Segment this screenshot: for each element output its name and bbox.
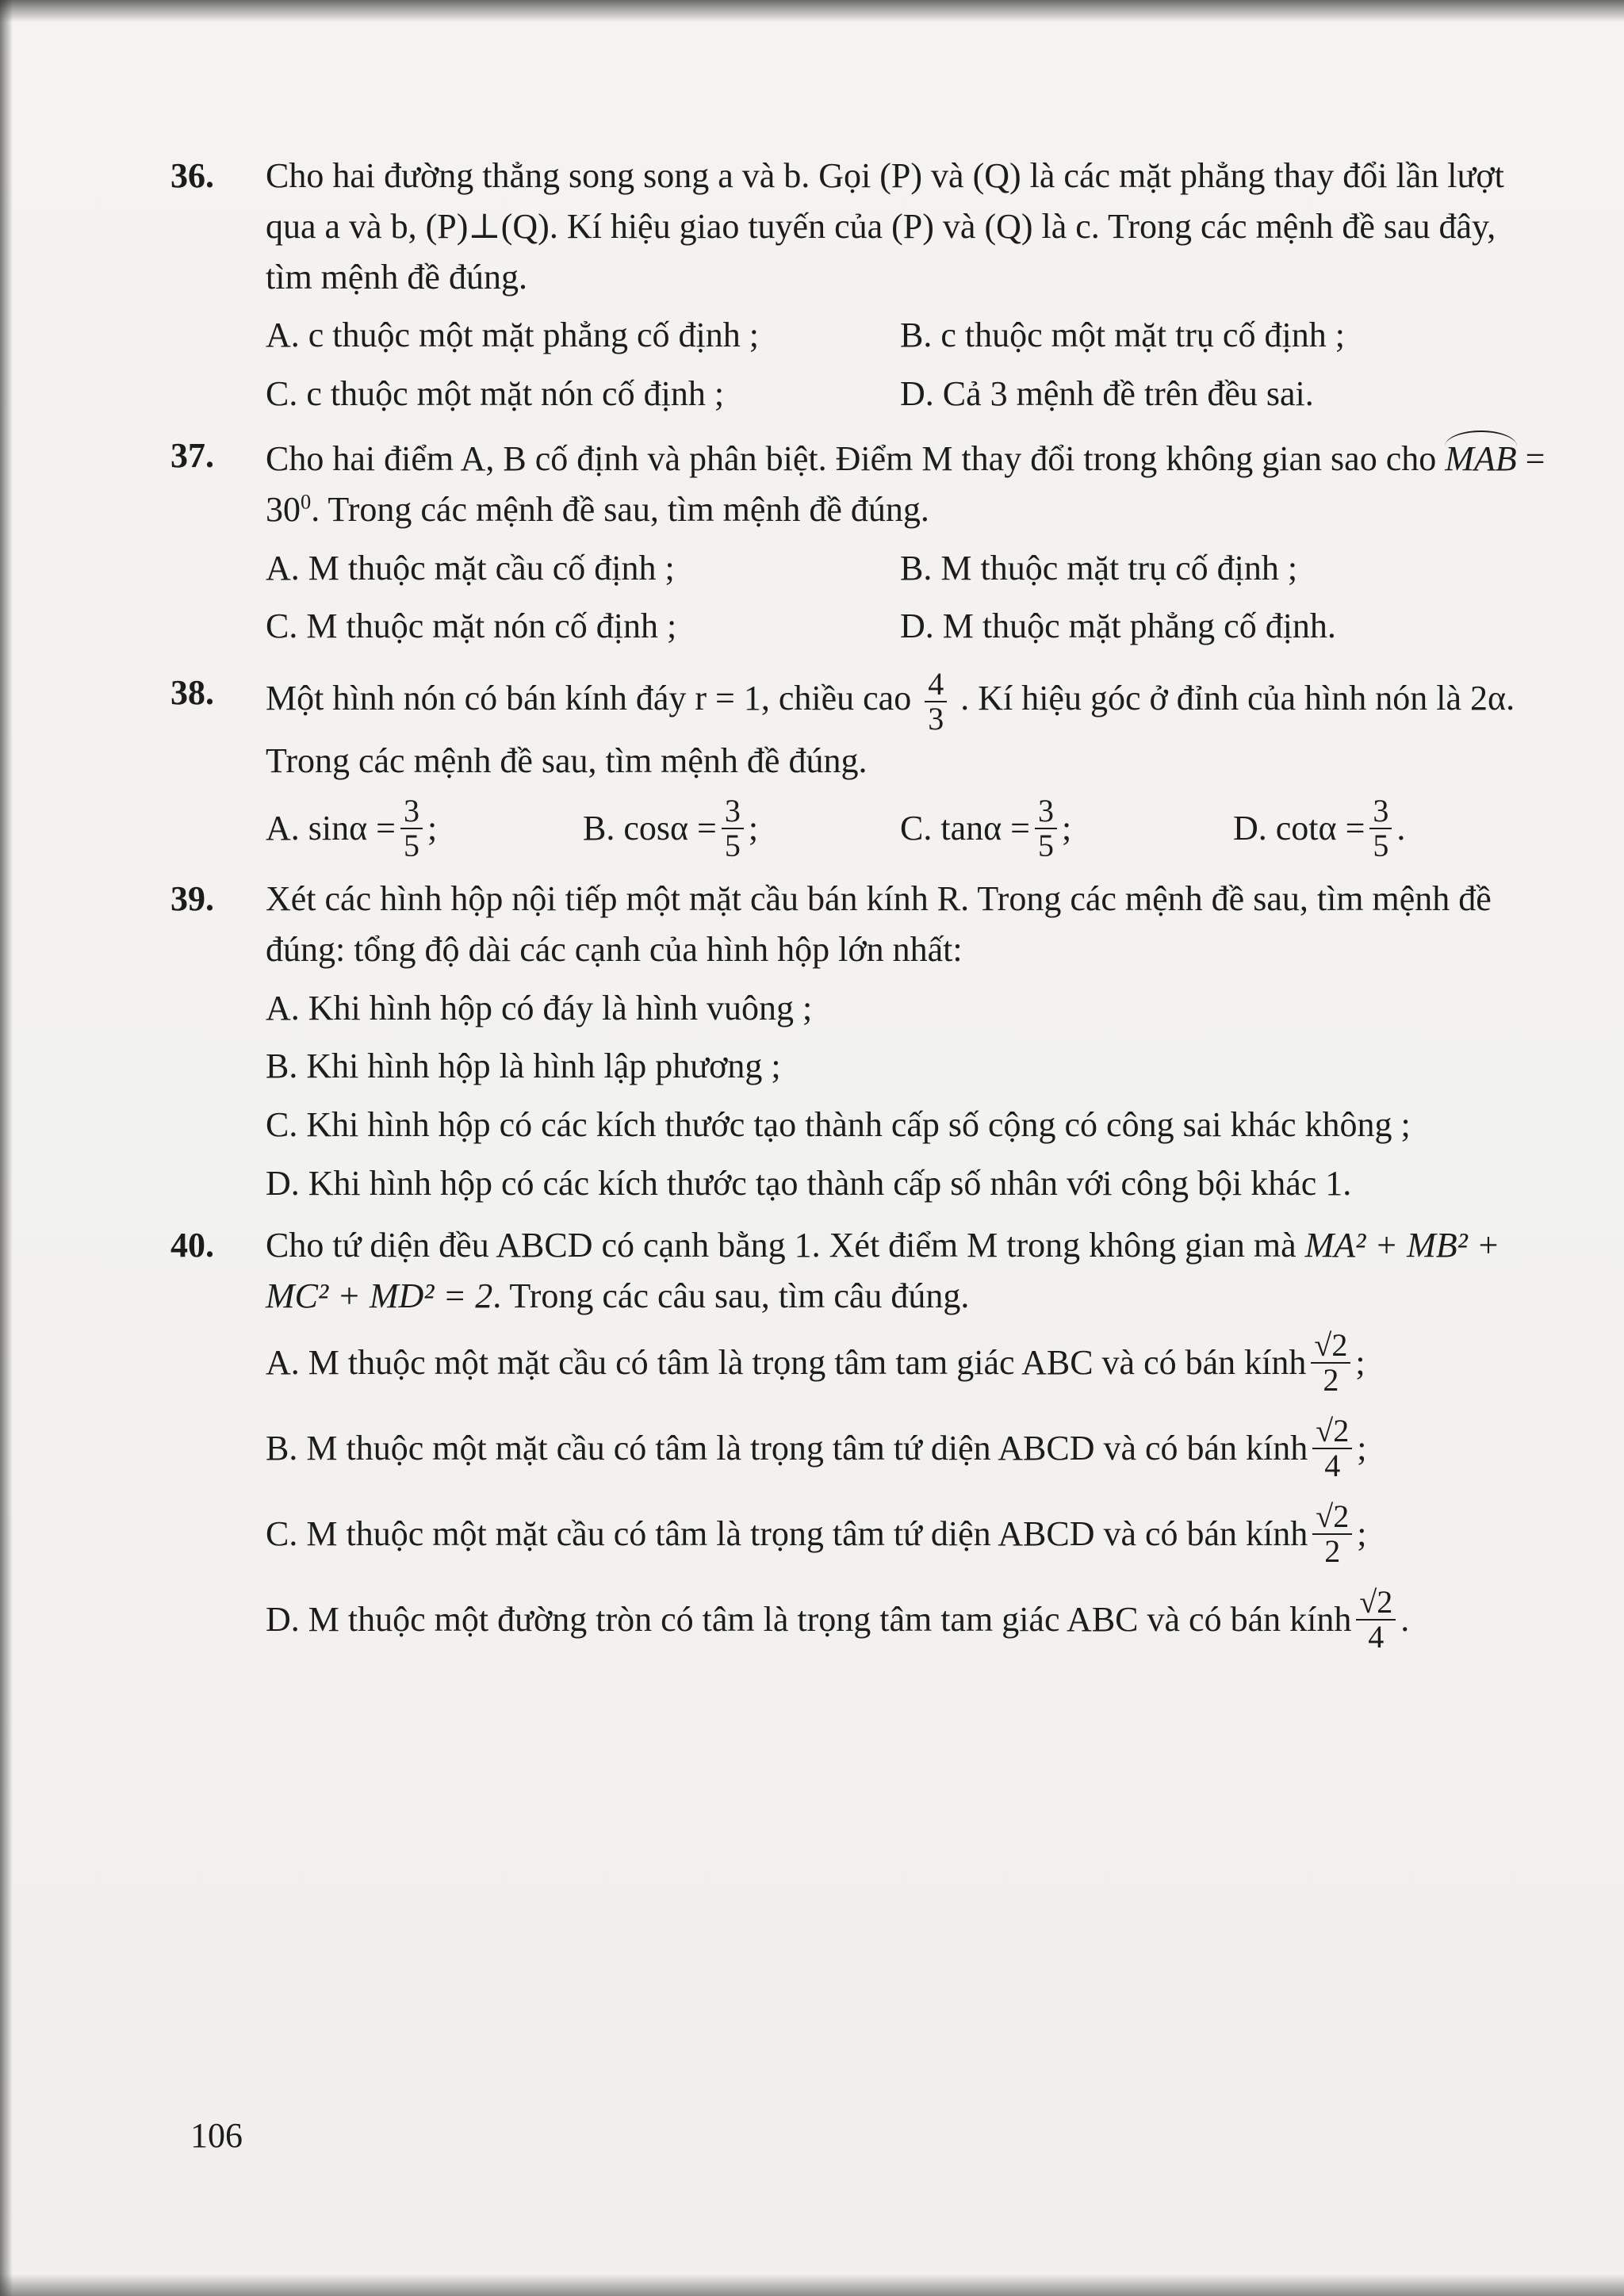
option-b: B. Khi hình hộp là hình lập phương ; [266,1047,781,1086]
question-number: 38. [170,673,214,713]
option-c: C. M thuộc mặt nón cố định ; [266,607,677,646]
scan-left-edge [0,0,13,2296]
exercise-list [170,151,1550,1665]
options [266,983,1550,1209]
scan-bottom-edge [0,2274,1624,2296]
stem-part: . Kí hiệu góc ở đỉnh của hình nón là 2α. Trong các mệnh đề sau, tìm mệnh đề đúng. [266,679,1515,781]
stem-equation: MA² + MB² + MC² + MD² = 2 [266,1225,1500,1315]
option-suffix: ; [427,809,438,848]
fraction-numerator: 3 [400,794,423,829]
option-fraction [1312,1414,1352,1483]
question-number: 36. [170,156,214,195]
fraction-numerator: √2 [1312,1500,1352,1535]
height-fraction [925,668,947,736]
option-a: A. M thuộc mặt cầu cố định ; [266,548,675,587]
fraction-numerator: 3 [722,794,744,829]
option-c: C. c thuộc một mặt nón cố định ; [266,374,725,414]
option-a [266,794,583,863]
question-38 [170,668,1550,863]
degree-superscript: 0 [301,489,312,514]
option-fraction [1035,794,1057,863]
fraction-denominator: 5 [724,827,741,863]
stem-part: = 30 [266,438,1545,529]
option-text: C. M thuộc một mặt cầu có tâm là trọng tâm tứ diện ABCD và có bán kính [266,1514,1308,1554]
option-fraction [722,794,744,863]
question-36 [170,151,1550,419]
stem-part: . Trong các câu sau, tìm câu đúng. [492,1276,970,1315]
question-number: 37. [170,435,214,475]
option-suffix: . [1400,1600,1410,1640]
fraction-denominator: 3 [928,701,944,737]
fraction-numerator: √2 [1356,1586,1396,1621]
option-b: B. c thuộc một mặt trụ cố định ; [900,316,1345,355]
stem-part: . Trong các mệnh đề sau, tìm mệnh đề đúng. [311,489,929,529]
option-suffix: ; [748,809,759,848]
option-text: A. M thuộc một mặt cầu có tâm là trọng tâm tam giác ABC và có bán kính [266,1343,1307,1383]
option-d: D. Khi hình hộp có các kích thước tạo thành cấp số nhân với công bội khác 1. [266,1163,1352,1203]
options [266,794,1550,863]
option-b: B. M thuộc mặt trụ cố định ; [900,548,1298,587]
question-stem [266,430,1550,535]
option-d: D. M thuộc mặt phẳng cố định. [900,607,1336,646]
option-d [266,1586,1550,1654]
fraction-denominator: 5 [404,827,419,863]
stem-part: Cho hai điểm A, B cố định và phân biệt. Điểm M thay đổi trong không gian sao cho [266,438,1437,478]
fraction-denominator: 2 [1323,1362,1339,1399]
option-prefix: B. cosα = [583,809,717,848]
fraction-numerator: 4 [925,668,947,702]
fraction-denominator: 2 [1324,1533,1341,1570]
option-a: A. Khi hình hộp có đáy là hình vuông ; [266,988,813,1027]
option-prefix: D. cotα = [1233,809,1365,848]
page-number: 106 [190,2116,243,2155]
question-37 [170,430,1550,652]
question-stem: Xét các hình hộp nội tiếp một mặt cầu bán kính R. Trong các mệnh đề sau, tìm mệnh đề đúng: tổng độ dài các cạnh của hình hộp lớn nhất: [266,878,1492,969]
fraction-numerator: √2 [1312,1414,1352,1449]
option-d: D. Cả 3 mệnh đề trên đều sai. [900,374,1314,414]
fraction-denominator: 5 [1373,827,1389,863]
options [266,310,1550,419]
option-c: C. Khi hình hộp có các kích thước tạo thành cấp số cộng có công sai khác không ; [266,1105,1411,1145]
option-fraction [1356,1586,1396,1654]
question-stem [266,1220,1550,1322]
option-suffix: ; [1357,1514,1367,1554]
question-number: 40. [170,1225,214,1265]
stem-part: Cho tứ diện đều ABCD có cạnh bằng 1. Xét điểm M trong không gian mà [266,1225,1297,1265]
question-39 [170,874,1550,1209]
question-number: 39. [170,878,214,918]
option-suffix: ; [1357,1429,1367,1468]
question-stem: Cho hai đường thẳng song song a và b. Gọi (P) và (Q) là các mặt phẳng thay đổi lần lượt qua a và b, (P)⊥(Q). Kí hiệu giao tuyến của (P) và (Q) là c. Trong các mệnh đề sau đây, tìm mệnh đề đúng. [266,156,1504,297]
option-suffix: . [1396,809,1406,848]
options [266,543,1550,652]
stem-part: Một hình nón có bán kính đáy r = 1, chiều cao [266,679,912,718]
scan-top-edge [0,0,1624,22]
option-suffix: ; [1355,1343,1365,1383]
option-c [900,794,1233,863]
question-stem [266,668,1550,786]
option-text: D. M thuộc một đường tròn có tâm là trọng tâm tam giác ABC và có bán kính [266,1600,1352,1640]
fraction-denominator: 5 [1037,827,1054,863]
fraction-numerator: 3 [1035,794,1057,829]
options [266,1329,1550,1654]
fraction-numerator: 3 [1369,794,1392,829]
option-fraction [1311,1329,1350,1397]
option-b [583,794,900,863]
option-a [266,1329,1550,1397]
question-40 [170,1220,1550,1655]
option-prefix: C. tanα = [900,809,1030,848]
option-a: A. c thuộc một mặt phẳng cố định ; [266,316,759,355]
fraction-denominator: 4 [1368,1619,1385,1655]
fraction-numerator: √2 [1311,1329,1350,1364]
option-fraction [1312,1500,1352,1568]
option-c [266,1500,1550,1568]
option-fraction [1369,794,1392,863]
option-b [266,1414,1550,1483]
option-suffix: ; [1061,809,1072,848]
option-fraction [400,794,423,863]
fraction-denominator: 4 [1324,1448,1341,1484]
option-prefix: A. sinα = [266,809,396,848]
option-d [1233,794,1550,863]
option-text: B. M thuộc một mặt cầu có tâm là trọng tâm tứ diện ABCD và có bán kính [266,1429,1308,1468]
angle-arc: MAB [1445,430,1516,484]
